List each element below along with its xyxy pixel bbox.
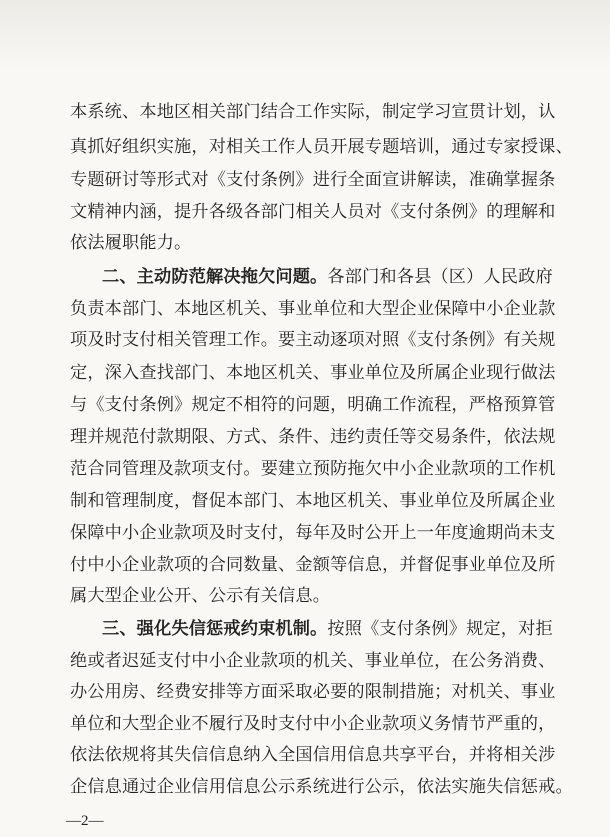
page-number: —2—	[66, 813, 104, 829]
paragraph-line: 绝或者迟延支付中小企业款项的机关、事业单位，在公务消费、	[70, 651, 556, 671]
paragraph-line: 单位和大型企业不履行及时支付中小企业款项义务情节严重的，	[70, 714, 556, 734]
paragraph-line: 真抓好组织实施，对相关工作人员开展专题培训，通过专家授课、	[70, 137, 573, 157]
paragraph-line: 定，深入查找部门、本地区机关、事业单位及所属企业现行做法	[70, 363, 556, 383]
paragraph-line: 项及时支付相关管理工作。要主动逐项对照《支付条例》有关规	[70, 330, 556, 350]
paragraph-line: 付中小企业款项的合同数量、金额等信息，并督促事业单位及所	[70, 555, 556, 575]
paragraph-line: 理并规范付款期限、方式、条件、违约责任等交易条件，依法规	[70, 427, 556, 447]
section2-heading: 二、主动防范解决拖欠问题。	[102, 267, 328, 287]
scan-shade	[0, 0, 610, 70]
paragraph-line: 制和管理制度，督促本部门、本地区机关、事业单位及所属企业	[70, 491, 556, 511]
paragraph-line: 范合同管理及款项支付。要建立预防拖欠中小企业款项的工作机	[70, 459, 556, 479]
section2-first-line	[102, 265, 553, 289]
paragraph-line: 与《支付条例》规定不相符的问题，明确工作流程，严格预算管	[70, 395, 556, 415]
paragraph-line: 本系统、本地区相关部门结合工作实际，制定学习宣贯计划，认	[70, 102, 556, 122]
section3-first-line-text: 按照《支付条例》规定，对拒	[327, 619, 553, 639]
paragraph-line: 保障中小企业款项及时支付，每年及时公开上一年度逾期尚未支	[70, 523, 556, 543]
paragraph-line: 办公用房、经费安排等方面采取必要的限制措施；对机关、事业	[70, 682, 556, 702]
paragraph-line: 负责本部门、本地区机关、事业单位和大型企业保障中小企业款	[70, 299, 556, 319]
paragraph-line: 属大型企业公开、公示有关信息。	[70, 586, 331, 606]
paragraph-line: 依法履职能力。	[70, 233, 192, 253]
section3-first-line	[102, 617, 553, 641]
paragraph-line: 企信息通过企业信用信息公示系统进行公示，依法实施失信惩戒。	[70, 777, 573, 797]
paragraph-line: 依法依规将其失信信息纳入全国信用信息共享平台，并将相关涉	[70, 745, 556, 765]
paragraph-line: 文精神内涵，提升各级各部门相关人员对《支付条例》的理解和	[70, 202, 556, 222]
section3-heading: 三、强化失信惩戒约束机制。	[102, 619, 328, 639]
section2-first-line-text: 各部门和各县（区）人民政府	[327, 267, 553, 287]
paragraph-line: 专题研讨等形式对《支付条例》进行全面宣讲解读，准确掌握条	[70, 170, 556, 190]
